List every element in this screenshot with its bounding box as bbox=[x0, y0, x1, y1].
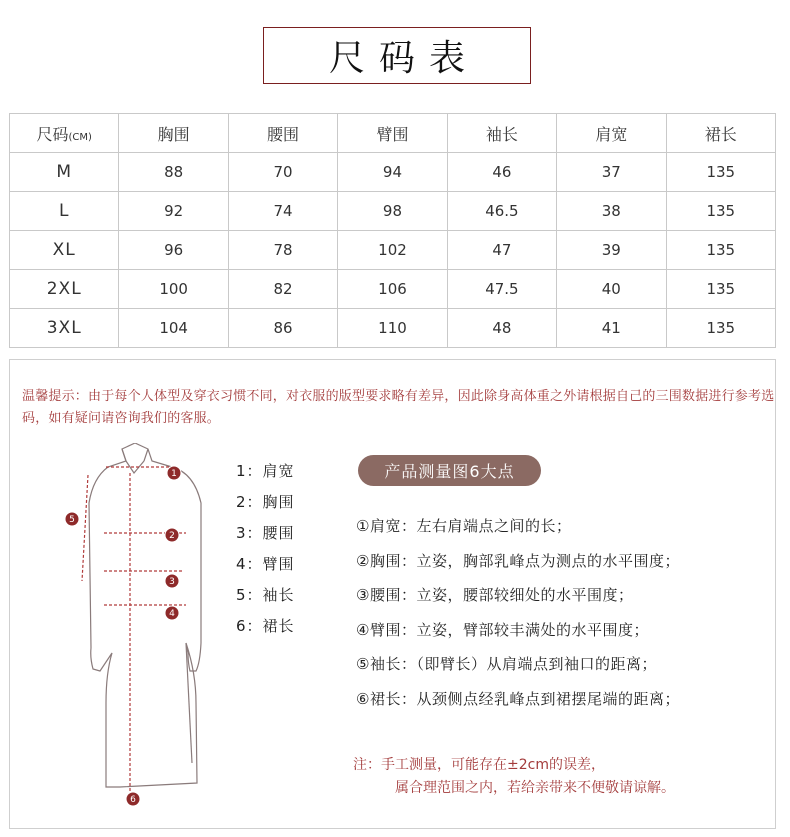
arm-cell: 102 bbox=[338, 231, 447, 270]
dress-diagram bbox=[60, 443, 220, 818]
marker-5-label: 5 bbox=[69, 515, 75, 525]
size-cell: 3XL bbox=[10, 309, 119, 348]
waist-cell: 82 bbox=[228, 270, 337, 309]
measurement-panel bbox=[9, 359, 776, 829]
arm-cell: 110 bbox=[338, 309, 447, 348]
measurement-legend bbox=[236, 460, 295, 646]
marker-6-label: 6 bbox=[130, 795, 136, 805]
length-cell: 135 bbox=[666, 153, 775, 192]
marker-1-label: 1 bbox=[171, 469, 177, 479]
size-cell: M bbox=[10, 153, 119, 192]
waist-cell: 78 bbox=[228, 231, 337, 270]
measure-title-badge: 产品测量图6大点 bbox=[358, 455, 541, 486]
header-bust: 胸围 bbox=[119, 114, 228, 153]
arm-cell: 106 bbox=[338, 270, 447, 309]
length-cell: 135 bbox=[666, 192, 775, 231]
length-cell: 135 bbox=[666, 270, 775, 309]
sleeve-cell: 46 bbox=[447, 153, 556, 192]
note-line-1: 注：手工测量，可能存在±2cm的误差， bbox=[353, 757, 605, 773]
measure-point: ①肩宽：左右肩端点之间的长； bbox=[356, 517, 572, 535]
header-waist: 腰围 bbox=[228, 114, 337, 153]
measure-point: ⑤袖长：（即臂长）从肩端点到袖口的距离； bbox=[356, 655, 657, 673]
sleeve-cell: 46.5 bbox=[447, 192, 556, 231]
error-note bbox=[353, 754, 675, 800]
header-size: 尺码(CM) bbox=[10, 114, 119, 153]
size-cell: L bbox=[10, 192, 119, 231]
legend-item: 2：胸围 bbox=[236, 493, 295, 511]
shoulder-cell: 37 bbox=[557, 153, 666, 192]
legend-item: 4：臂围 bbox=[236, 555, 295, 573]
header-sleeve: 袖长 bbox=[447, 114, 556, 153]
measure-points bbox=[356, 515, 680, 722]
legend-item: 6：裙长 bbox=[236, 617, 295, 635]
length-cell: 135 bbox=[666, 309, 775, 348]
sleeve-line bbox=[82, 475, 88, 581]
marker-2-label: 2 bbox=[169, 531, 175, 541]
sleeve-cell: 47 bbox=[447, 231, 556, 270]
marker-4-label: 4 bbox=[169, 609, 175, 619]
bust-cell: 104 bbox=[119, 309, 228, 348]
waist-cell: 70 bbox=[228, 153, 337, 192]
legend-item: 3：腰围 bbox=[236, 524, 295, 542]
table-row bbox=[10, 231, 776, 270]
sleeve-cell: 47.5 bbox=[447, 270, 556, 309]
waist-cell: 74 bbox=[228, 192, 337, 231]
table-row bbox=[10, 153, 776, 192]
shoulder-cell: 40 bbox=[557, 270, 666, 309]
table-row bbox=[10, 192, 776, 231]
length-cell: 135 bbox=[666, 231, 775, 270]
bust-cell: 92 bbox=[119, 192, 228, 231]
legend-item: 1：肩宽 bbox=[236, 462, 295, 480]
legend-item: 5：袖长 bbox=[236, 586, 295, 604]
arm-cell: 94 bbox=[338, 153, 447, 192]
shoulder-cell: 38 bbox=[557, 192, 666, 231]
shoulder-cell: 39 bbox=[557, 231, 666, 270]
header-arm: 臂围 bbox=[338, 114, 447, 153]
shoulder-cell: 41 bbox=[557, 309, 666, 348]
sleeve-cell: 48 bbox=[447, 309, 556, 348]
notice-text: 温馨提示：由于每个人体型及穿衣习惯不同，对衣服的版型要求略有差异，因此除身高体重之外请根据自己的三围数据进行参考选码，如有疑问请咨询我们的客服。 bbox=[22, 389, 775, 426]
bust-cell: 100 bbox=[119, 270, 228, 309]
size-cell: XL bbox=[10, 231, 119, 270]
waist-cell: 86 bbox=[228, 309, 337, 348]
table-row bbox=[10, 270, 776, 309]
marker-3-label: 3 bbox=[169, 577, 175, 587]
note-line-2: 属合理范围之内，若给亲带来不便敬请谅解。 bbox=[395, 780, 675, 796]
size-table bbox=[9, 113, 776, 348]
dress-outline bbox=[89, 443, 201, 787]
page-title: 尺码表 bbox=[328, 38, 479, 79]
table-row bbox=[10, 309, 776, 348]
measure-point: ⑥裙长：从颈侧点经乳峰点到裙摆尾端的距离； bbox=[356, 689, 680, 708]
measure-point: ④臂围：立姿，臂部较丰满处的水平围度； bbox=[356, 620, 649, 639]
bust-cell: 88 bbox=[119, 153, 228, 192]
measure-point: ③腰围：立姿，腰部较细处的水平围度； bbox=[356, 586, 634, 604]
header-length: 裙长 bbox=[666, 114, 775, 153]
dress-collar bbox=[122, 449, 148, 473]
arm-cell: 98 bbox=[338, 192, 447, 231]
measure-point: ②胸围：立姿，胸部乳峰点为测点的水平围度； bbox=[356, 551, 680, 570]
bust-cell: 96 bbox=[119, 231, 228, 270]
header-shoulder: 肩宽 bbox=[557, 114, 666, 153]
size-cell: 2XL bbox=[10, 270, 119, 309]
table-header-row bbox=[10, 114, 776, 153]
size-chart-title-box bbox=[263, 27, 531, 84]
